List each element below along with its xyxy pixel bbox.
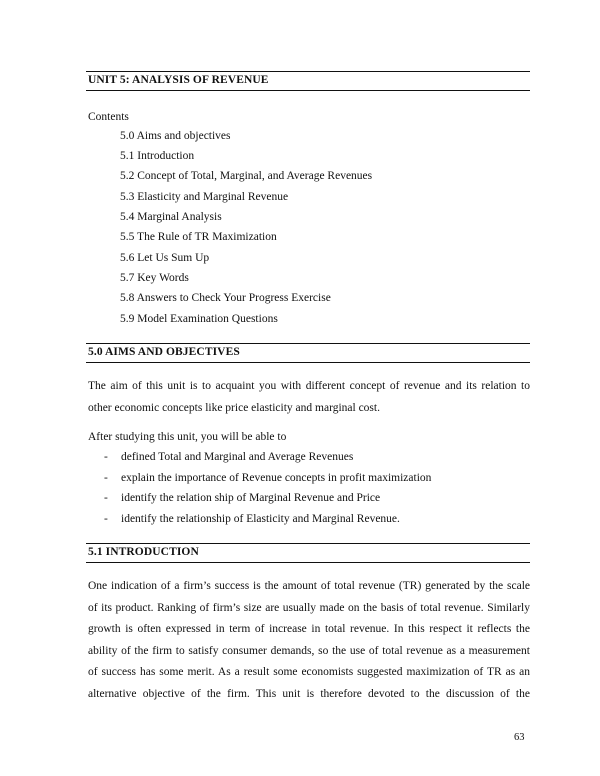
intro-paragraph-line: One indication of a firm’s success is the amount of total revenue (TR) generated by the scale <box>88 580 530 592</box>
toc-item: 5.8 Answers to Check Your Progress Exercise <box>120 292 331 304</box>
bullet-marker: - <box>104 513 108 525</box>
toc-item: 5.5 The Rule of TR Maximization <box>120 231 277 243</box>
bullet-item: defined Total and Marginal and Average Revenues <box>121 451 354 463</box>
section-rule <box>86 343 530 344</box>
toc-item: 5.7 Key Words <box>120 272 189 284</box>
aims-paragraph-line: other economic concepts like price elasticity and marginal cost. <box>88 402 380 414</box>
bullet-marker: - <box>104 472 108 484</box>
unit-title: UNIT 5: ANALYSIS OF REVENUE <box>88 74 269 86</box>
section-rule <box>86 543 530 544</box>
section-heading-introduction: 5.1 INTRODUCTION <box>88 546 199 558</box>
bullet-item: identify the relationship of Elasticity and Marginal Revenue. <box>121 513 400 525</box>
toc-item: 5.1 Introduction <box>120 150 195 162</box>
bullet-marker: - <box>104 492 108 504</box>
intro-paragraph-line: growth is often expressed in term of increase in total revenue. In this respect it reflects the <box>88 623 530 635</box>
aims-paragraph-line: The aim of this unit is to acquaint you with different concept of revenue and its relation to <box>88 380 530 392</box>
toc-item: 5.4 Marginal Analysis <box>120 211 222 223</box>
intro-paragraph-line: of success has some merit. As a result some economists suggested maximization of TR as an <box>88 666 530 678</box>
title-rule <box>86 90 530 91</box>
section-rule <box>86 562 530 563</box>
toc-item: 5.0 Aims and objectives <box>120 130 231 142</box>
page-number: 63 <box>514 732 525 743</box>
section-heading-aims: 5.0 AIMS AND OBJECTIVES <box>88 346 240 358</box>
intro-paragraph-line: of its product. Ranking of firm’s size are usually made on the basis of total revenue. Similarly <box>88 602 530 614</box>
intro-paragraph-line: alternative objective of the firm. This unit is therefore devoted to the discussion of the <box>88 688 530 700</box>
aims-intro: After studying this unit, you will be able to <box>88 431 287 443</box>
bullet-item: explain the importance of Revenue concepts in profit maximization <box>121 472 432 484</box>
toc-item: 5.6 Let Us Sum Up <box>120 252 210 264</box>
toc-item: 5.9 Model Examination Questions <box>120 313 278 325</box>
contents-label: Contents <box>88 111 129 123</box>
toc-item: 5.2 Concept of Total, Marginal, and Average Revenues <box>120 170 373 182</box>
bullet-item: identify the relation ship of Marginal Revenue and Price <box>121 492 381 504</box>
toc-item: 5.3 Elasticity and Marginal Revenue <box>120 191 289 203</box>
intro-paragraph-line: ability of the firm to satisfy consumer demands, so the use of total revenue as a measurement <box>88 645 530 657</box>
section-rule <box>86 362 530 363</box>
bullet-marker: - <box>104 451 108 463</box>
top-rule <box>86 71 530 72</box>
